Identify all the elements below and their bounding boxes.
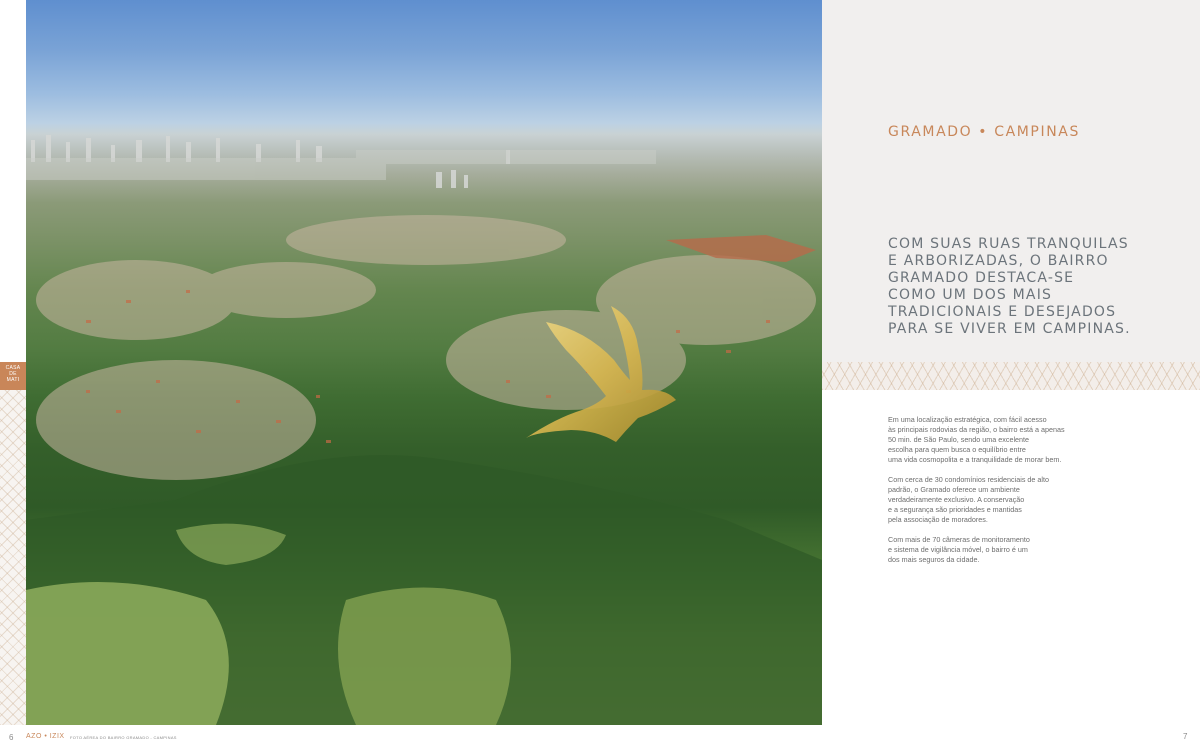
paragraph-line: Com mais de 70 câmeras de monitoramento xyxy=(888,535,1030,544)
headline-line: TRADICIONAIS E DESEJADOS xyxy=(888,304,1117,320)
paragraph-line: uma vida cosmopolita e a tranquilidade de morar bem. xyxy=(888,455,1062,464)
side-tab-line: MATI xyxy=(6,377,20,383)
paragraph xyxy=(888,535,1108,565)
headline-line: COMO UM DOS MAIS xyxy=(888,287,1053,303)
page-number-left: 6 xyxy=(9,733,14,742)
side-tab[interactable] xyxy=(0,362,26,390)
paragraph xyxy=(888,475,1108,525)
paragraph-line: às principais rodovias da região, o bairro está a apenas xyxy=(888,425,1065,434)
headline xyxy=(888,236,1188,338)
paragraph-line: padrão, o Gramado oferece um ambiente xyxy=(888,485,1020,494)
headline-line: COM SUAS RUAS TRANQUILAS xyxy=(888,236,1129,252)
aerial-photo-illustration xyxy=(26,0,822,725)
side-tab-line: CASA xyxy=(5,365,21,371)
paragraph-line: escolha para quem busca o equilíbrio entre xyxy=(888,445,1026,454)
paragraph-line: pela associação de moradores. xyxy=(888,515,988,524)
paragraph-line: e a segurança são prioridades e mantidas xyxy=(888,505,1022,514)
pattern-band xyxy=(822,362,1200,390)
paragraph-line: 50 min. de São Paulo, sendo uma excelente xyxy=(888,435,1030,444)
paragraph-line: dos mais seguros da cidade. xyxy=(888,555,980,564)
paragraph-line: verdadeiramente exclusivo. A conservação xyxy=(888,495,1025,504)
headline-line: E ARBORIZADAS, O BAIRRO xyxy=(888,253,1109,269)
brand-logo: AZO • IZIX xyxy=(26,733,65,740)
paragraph-line: Em uma localização estratégica, com fácil acesso xyxy=(888,415,1047,424)
headline-line: GRAMADO DESTACA-SE xyxy=(888,270,1075,286)
page-number-right: 7 xyxy=(1183,732,1188,741)
aerial-photo xyxy=(26,0,822,725)
headline-line: PARA SE VIVER EM CAMPINAS. xyxy=(888,321,1131,337)
body-text xyxy=(888,415,1108,575)
left-pattern xyxy=(0,390,26,725)
paragraph-line: e sistema de vigilância móvel, o bairro é um xyxy=(888,545,1028,554)
paragraph xyxy=(888,415,1108,465)
location-title: GRAMADO • CAMPINAS xyxy=(888,124,1080,140)
footer xyxy=(0,725,1200,750)
paragraph-line: Com cerca de 30 condomínios residenciais de alto xyxy=(888,475,1050,484)
side-tab-line: DE xyxy=(9,371,17,377)
photo-caption: FOTO AÉREA DO BAIRRO GRAMADO - CAMPINAS xyxy=(70,735,177,740)
